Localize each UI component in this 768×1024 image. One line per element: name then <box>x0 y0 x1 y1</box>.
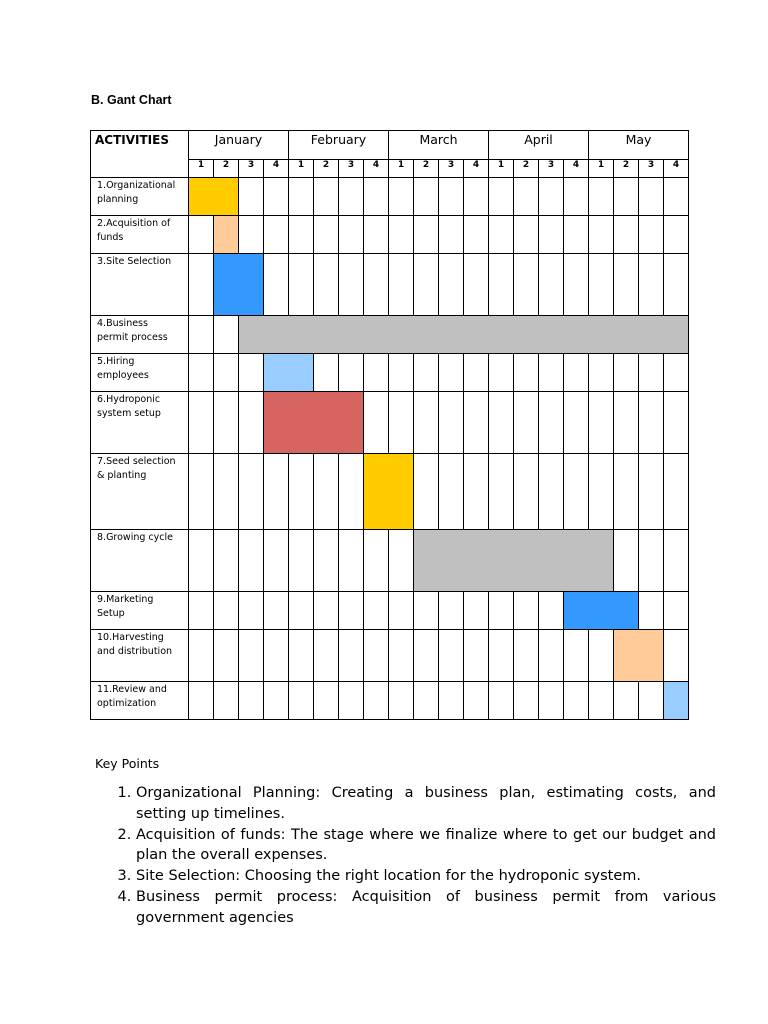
empty-week-cell <box>664 216 689 254</box>
empty-week-cell <box>439 354 464 392</box>
empty-week-cell <box>214 530 239 592</box>
empty-week-cell <box>489 630 514 682</box>
empty-week-cell <box>589 392 614 454</box>
empty-week-cell <box>389 682 414 720</box>
empty-week-cell <box>614 530 639 592</box>
empty-week-cell <box>664 592 689 630</box>
empty-week-cell <box>639 682 664 720</box>
month-header-row <box>91 131 689 160</box>
empty-week-cell <box>514 216 539 254</box>
empty-week-cell <box>489 216 514 254</box>
empty-week-cell <box>214 354 239 392</box>
empty-week-cell <box>364 216 389 254</box>
empty-week-cell <box>339 592 364 630</box>
empty-week-cell <box>239 682 264 720</box>
empty-week-cell <box>514 454 539 530</box>
activity-bar <box>414 530 614 592</box>
empty-week-cell <box>289 254 314 316</box>
empty-week-cell <box>589 682 614 720</box>
empty-week-cell <box>489 682 514 720</box>
empty-week-cell <box>414 592 439 630</box>
empty-week-cell <box>314 630 339 682</box>
activity-row <box>91 392 689 454</box>
week-number: 2 <box>214 160 239 178</box>
week-number: 1 <box>389 160 414 178</box>
empty-week-cell <box>514 592 539 630</box>
activity-row <box>91 216 689 254</box>
empty-week-cell <box>314 530 339 592</box>
empty-week-cell <box>289 592 314 630</box>
empty-week-cell <box>339 530 364 592</box>
activity-label: 1.Organizational planning <box>91 178 189 216</box>
empty-week-cell <box>589 454 614 530</box>
empty-week-cell <box>239 216 264 254</box>
empty-week-cell <box>539 216 564 254</box>
week-number: 2 <box>314 160 339 178</box>
empty-week-cell <box>214 630 239 682</box>
empty-week-cell <box>289 178 314 216</box>
empty-week-cell <box>289 630 314 682</box>
empty-week-cell <box>639 354 664 392</box>
empty-week-cell <box>464 592 489 630</box>
empty-week-cell <box>564 178 589 216</box>
week-number: 3 <box>339 160 364 178</box>
empty-week-cell <box>664 254 689 316</box>
empty-week-cell <box>564 354 589 392</box>
empty-week-cell <box>389 392 414 454</box>
empty-week-cell <box>464 178 489 216</box>
empty-week-cell <box>539 630 564 682</box>
empty-week-cell <box>189 530 214 592</box>
key-point-item: 1. Organizational Planning: Creating a business plan, estimating costs, and setting up timelines. <box>136 783 716 825</box>
activity-bar <box>614 630 664 682</box>
empty-week-cell <box>339 216 364 254</box>
empty-week-cell <box>314 216 339 254</box>
empty-week-cell <box>439 682 464 720</box>
empty-week-cell <box>489 178 514 216</box>
activity-label: 6.Hydroponic system setup <box>91 392 189 454</box>
activity-row <box>91 254 689 316</box>
empty-week-cell <box>564 682 589 720</box>
empty-week-cell <box>314 682 339 720</box>
activity-bar <box>264 354 314 392</box>
empty-week-cell <box>514 682 539 720</box>
empty-week-cell <box>664 392 689 454</box>
activity-label: 4.Business permit process <box>91 316 189 354</box>
empty-week-cell <box>339 682 364 720</box>
empty-week-cell <box>214 454 239 530</box>
empty-week-cell <box>189 216 214 254</box>
empty-week-cell <box>589 630 614 682</box>
week-number: 1 <box>289 160 314 178</box>
empty-week-cell <box>189 454 214 530</box>
empty-week-cell <box>639 254 664 316</box>
empty-week-cell <box>364 630 389 682</box>
empty-week-cell <box>239 354 264 392</box>
empty-week-cell <box>564 454 589 530</box>
empty-week-cell <box>489 392 514 454</box>
empty-week-cell <box>264 592 289 630</box>
empty-week-cell <box>464 630 489 682</box>
empty-week-cell <box>664 530 689 592</box>
activity-label: 2.Acquisition of funds <box>91 216 189 254</box>
empty-week-cell <box>639 392 664 454</box>
empty-week-cell <box>339 630 364 682</box>
empty-week-cell <box>414 630 439 682</box>
empty-week-cell <box>539 254 564 316</box>
key-point-item: 2. Acquisition of funds: The stage where we finalize where to get our budget and plan the overall expenses. <box>136 825 716 867</box>
month-may: May <box>589 131 689 160</box>
empty-week-cell <box>514 354 539 392</box>
empty-week-cell <box>564 392 589 454</box>
empty-week-cell <box>464 392 489 454</box>
empty-week-cell <box>564 216 589 254</box>
week-number: 4 <box>564 160 589 178</box>
key-point-item: 4. Business permit process: Acquisition of business permit from various government agencies <box>136 887 716 929</box>
activity-bar <box>189 178 239 216</box>
week-number: 1 <box>589 160 614 178</box>
empty-week-cell <box>264 630 289 682</box>
activity-row <box>91 682 689 720</box>
empty-week-cell <box>364 354 389 392</box>
empty-week-cell <box>664 454 689 530</box>
empty-week-cell <box>539 454 564 530</box>
empty-week-cell <box>239 392 264 454</box>
month-january: January <box>189 131 289 160</box>
empty-week-cell <box>664 178 689 216</box>
empty-week-cell <box>339 254 364 316</box>
empty-week-cell <box>389 254 414 316</box>
week-number: 2 <box>514 160 539 178</box>
key-point-item: 3. Site Selection: Choosing the right location for the hydroponic system. <box>136 866 716 887</box>
empty-week-cell <box>614 254 639 316</box>
week-number: 1 <box>189 160 214 178</box>
empty-week-cell <box>589 354 614 392</box>
empty-week-cell <box>264 216 289 254</box>
empty-week-cell <box>589 216 614 254</box>
empty-week-cell <box>639 592 664 630</box>
gantt-chart-table <box>90 130 689 720</box>
page-title: B. Gant Chart <box>91 93 172 107</box>
activity-label: 11.Review and optimization <box>91 682 189 720</box>
empty-week-cell <box>289 530 314 592</box>
empty-week-cell <box>514 392 539 454</box>
week-number: 3 <box>539 160 564 178</box>
empty-week-cell <box>364 392 389 454</box>
empty-week-cell <box>439 254 464 316</box>
empty-week-cell <box>489 354 514 392</box>
empty-week-cell <box>539 592 564 630</box>
empty-week-cell <box>414 216 439 254</box>
empty-week-cell <box>589 178 614 216</box>
empty-week-cell <box>264 682 289 720</box>
activity-label: 8.Growing cycle <box>91 530 189 592</box>
activity-row <box>91 178 689 216</box>
empty-week-cell <box>364 178 389 216</box>
empty-week-cell <box>439 216 464 254</box>
activity-bar <box>564 592 639 630</box>
activity-label: 7.Seed selection & planting <box>91 454 189 530</box>
empty-week-cell <box>314 254 339 316</box>
empty-week-cell <box>389 630 414 682</box>
empty-week-cell <box>414 178 439 216</box>
empty-week-cell <box>289 216 314 254</box>
empty-week-cell <box>239 630 264 682</box>
empty-week-cell <box>264 254 289 316</box>
empty-week-cell <box>239 454 264 530</box>
empty-week-cell <box>664 354 689 392</box>
month-february: February <box>289 131 389 160</box>
empty-week-cell <box>614 354 639 392</box>
activity-row <box>91 454 689 530</box>
week-number: 4 <box>264 160 289 178</box>
activity-label: 3.Site Selection <box>91 254 189 316</box>
empty-week-cell <box>289 682 314 720</box>
empty-week-cell <box>264 178 289 216</box>
empty-week-cell <box>664 630 689 682</box>
empty-week-cell <box>364 592 389 630</box>
empty-week-cell <box>189 392 214 454</box>
activity-row <box>91 630 689 682</box>
empty-week-cell <box>539 682 564 720</box>
empty-week-cell <box>314 354 339 392</box>
empty-week-cell <box>439 392 464 454</box>
empty-week-cell <box>464 254 489 316</box>
empty-week-cell <box>339 178 364 216</box>
empty-week-cell <box>314 454 339 530</box>
empty-week-cell <box>189 254 214 316</box>
empty-week-cell <box>639 216 664 254</box>
empty-week-cell <box>414 392 439 454</box>
empty-week-cell <box>539 178 564 216</box>
empty-week-cell <box>539 392 564 454</box>
key-points-title: Key Points <box>95 756 160 771</box>
week-number: 4 <box>364 160 389 178</box>
empty-week-cell <box>414 682 439 720</box>
empty-week-cell <box>414 254 439 316</box>
empty-week-cell <box>639 454 664 530</box>
activity-row <box>91 316 689 354</box>
empty-week-cell <box>439 454 464 530</box>
empty-week-cell <box>614 682 639 720</box>
empty-week-cell <box>214 592 239 630</box>
month-march: March <box>389 131 489 160</box>
week-number: 4 <box>464 160 489 178</box>
empty-week-cell <box>614 392 639 454</box>
empty-week-cell <box>189 354 214 392</box>
empty-week-cell <box>439 178 464 216</box>
empty-week-cell <box>639 178 664 216</box>
key-points-list <box>97 783 716 929</box>
activity-label: 10.Harvesting and distribution <box>91 630 189 682</box>
empty-week-cell <box>239 530 264 592</box>
empty-week-cell <box>439 630 464 682</box>
empty-week-cell <box>564 630 589 682</box>
empty-week-cell <box>389 216 414 254</box>
activity-bar <box>214 254 264 316</box>
empty-week-cell <box>214 682 239 720</box>
month-april: April <box>489 131 589 160</box>
week-number: 3 <box>439 160 464 178</box>
empty-week-cell <box>214 316 239 354</box>
empty-week-cell <box>514 254 539 316</box>
activity-label: 9.Marketing Setup <box>91 592 189 630</box>
activity-bar <box>239 316 689 354</box>
empty-week-cell <box>514 630 539 682</box>
empty-week-cell <box>339 454 364 530</box>
empty-week-cell <box>189 592 214 630</box>
empty-week-cell <box>339 354 364 392</box>
empty-week-cell <box>189 630 214 682</box>
empty-week-cell <box>489 592 514 630</box>
empty-week-cell <box>364 254 389 316</box>
empty-week-cell <box>514 178 539 216</box>
week-number: 4 <box>664 160 689 178</box>
activity-bar <box>364 454 414 530</box>
empty-week-cell <box>414 454 439 530</box>
empty-week-cell <box>364 682 389 720</box>
empty-week-cell <box>389 354 414 392</box>
empty-week-cell <box>539 354 564 392</box>
empty-week-cell <box>264 530 289 592</box>
empty-week-cell <box>314 592 339 630</box>
week-number: 3 <box>639 160 664 178</box>
activity-label: 5.Hiring employees <box>91 354 189 392</box>
week-number: 1 <box>489 160 514 178</box>
activity-bar <box>264 392 364 454</box>
empty-week-cell <box>639 530 664 592</box>
empty-week-cell <box>464 454 489 530</box>
empty-week-cell <box>489 454 514 530</box>
empty-week-cell <box>564 254 589 316</box>
week-number: 2 <box>414 160 439 178</box>
activity-row <box>91 354 689 392</box>
empty-week-cell <box>589 254 614 316</box>
empty-week-cell <box>239 592 264 630</box>
empty-week-cell <box>314 178 339 216</box>
empty-week-cell <box>464 216 489 254</box>
activity-bar <box>214 216 239 254</box>
empty-week-cell <box>364 530 389 592</box>
activity-bar <box>664 682 689 720</box>
empty-week-cell <box>239 178 264 216</box>
empty-week-cell <box>464 682 489 720</box>
empty-week-cell <box>414 354 439 392</box>
empty-week-cell <box>614 216 639 254</box>
empty-week-cell <box>189 682 214 720</box>
week-number: 3 <box>239 160 264 178</box>
empty-week-cell <box>439 592 464 630</box>
empty-week-cell <box>389 530 414 592</box>
week-number: 2 <box>614 160 639 178</box>
empty-week-cell <box>264 454 289 530</box>
activities-header: ACTIVITIES <box>91 131 189 178</box>
empty-week-cell <box>464 354 489 392</box>
empty-week-cell <box>614 454 639 530</box>
empty-week-cell <box>389 178 414 216</box>
empty-week-cell <box>489 254 514 316</box>
empty-week-cell <box>214 392 239 454</box>
empty-week-cell <box>614 178 639 216</box>
empty-week-cell <box>189 316 214 354</box>
empty-week-cell <box>389 592 414 630</box>
activity-row <box>91 530 689 592</box>
empty-week-cell <box>289 454 314 530</box>
activity-row <box>91 592 689 630</box>
